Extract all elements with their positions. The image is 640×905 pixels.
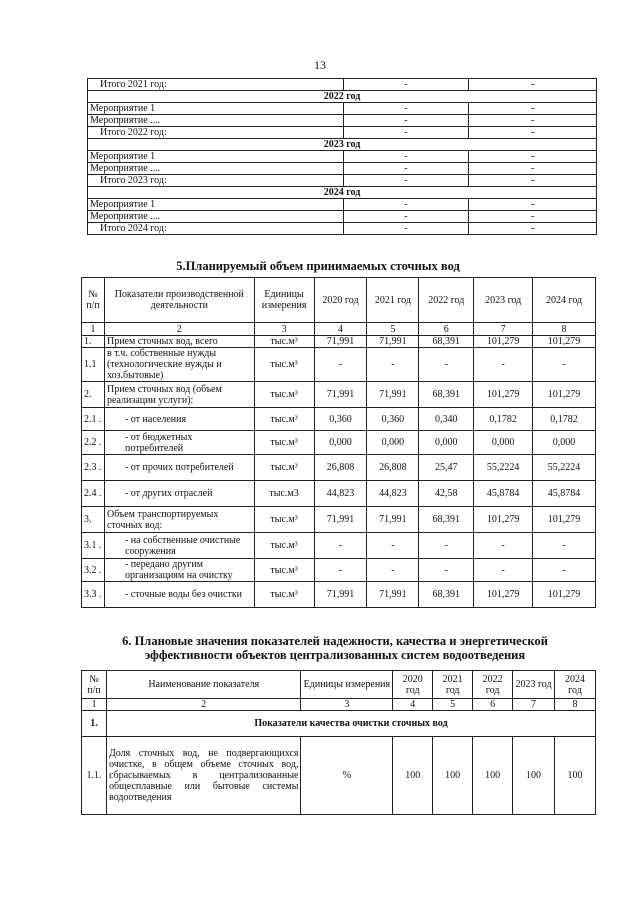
table-row bbox=[82, 431, 596, 455]
row-value-2024: 45,8784 bbox=[533, 481, 596, 507]
row-value-2023: 101,279 bbox=[474, 336, 533, 348]
year-label: 2024 год bbox=[88, 187, 597, 199]
header-2023: 2023 год bbox=[513, 671, 555, 699]
row-name: Доля сточных вод, не подвергающихся очистке, в общем объеме сточных вод, сбрасываемых в централизованные общесплавные или бытовые системы водоотведения bbox=[106, 737, 301, 815]
value-cell: - bbox=[343, 127, 469, 139]
section-6-title bbox=[90, 634, 580, 662]
row-value-2022: 68,391 bbox=[419, 382, 474, 408]
row-value-2024: 55,2224 bbox=[533, 455, 596, 481]
row-unit: тыс.м³ bbox=[254, 382, 314, 408]
row-name: - на собственные очистные сооружения bbox=[104, 533, 254, 559]
row-value-2024: 101,279 bbox=[533, 336, 596, 348]
row-num: 2.2 . bbox=[82, 431, 105, 455]
measure-row bbox=[88, 151, 597, 163]
table-header-row bbox=[82, 278, 596, 323]
row-value-2022: 0,000 bbox=[419, 431, 474, 455]
row-name: - от других отраслей bbox=[104, 481, 254, 507]
header-2024: 2024 год bbox=[554, 671, 595, 699]
row-num: 3.3 . bbox=[82, 582, 105, 608]
row-value-2020: - bbox=[314, 559, 367, 582]
header-name: Показатели производственной деятельности bbox=[104, 278, 254, 323]
row-value-2021: 100 bbox=[433, 737, 473, 815]
row-num: 3.1 . bbox=[82, 533, 105, 559]
row-value-2021: 71,991 bbox=[367, 507, 419, 533]
indicators-table bbox=[81, 670, 596, 815]
total-label: Итого 2023 год: bbox=[88, 175, 344, 187]
row-unit: тыс.м³ bbox=[254, 582, 314, 608]
index-cell: 1 bbox=[82, 323, 105, 336]
row-value-2024: 100 bbox=[554, 737, 595, 815]
header-num: № п/п bbox=[82, 278, 105, 323]
row-value-2021: - bbox=[367, 559, 419, 582]
row-name: - от прочих потребителей bbox=[104, 455, 254, 481]
row-value-2020: 0,000 bbox=[314, 431, 367, 455]
row-unit: тыс.м³ bbox=[254, 559, 314, 582]
row-num: 1.1 bbox=[82, 348, 105, 382]
row-value-2023: - bbox=[474, 348, 533, 382]
row-value-2023: 0,1782 bbox=[474, 408, 533, 431]
year-row bbox=[88, 139, 597, 151]
row-value-2024: 0,1782 bbox=[533, 408, 596, 431]
value-cell: - bbox=[469, 163, 597, 175]
row-num: 2. bbox=[82, 382, 105, 408]
row-value-2024: - bbox=[533, 348, 596, 382]
measure-row bbox=[88, 163, 597, 175]
index-row bbox=[82, 323, 596, 336]
measure-label: Мероприятие .... bbox=[88, 115, 344, 127]
row-value-2022: 100 bbox=[473, 737, 513, 815]
row-unit: тыс.м3 bbox=[254, 481, 314, 507]
section-6-title-line2: эффективности объектов централизованных систем водоотведения bbox=[144, 648, 526, 662]
year-label: 2023 год bbox=[88, 139, 597, 151]
index-cell: 2 bbox=[106, 699, 301, 711]
row-value-2020: 71,991 bbox=[314, 582, 367, 608]
total-row bbox=[88, 175, 597, 187]
measure-label: Мероприятие 1 bbox=[88, 199, 344, 211]
row-value-2024: 101,279 bbox=[533, 507, 596, 533]
row-name: Прием сточных вод, всего bbox=[104, 336, 254, 348]
row-value-2023: 101,279 bbox=[474, 582, 533, 608]
row-value-2021: 0,360 bbox=[367, 408, 419, 431]
total-row bbox=[88, 127, 597, 139]
index-cell: 8 bbox=[533, 323, 596, 336]
year-label: 2022 год bbox=[88, 91, 597, 103]
measure-row bbox=[88, 115, 597, 127]
value-cell: - bbox=[469, 151, 597, 163]
row-num: 3. bbox=[82, 507, 105, 533]
row-value-2020: 0,360 bbox=[314, 408, 367, 431]
row-name: - от бюджетных потребителей bbox=[104, 431, 254, 455]
row-value-2023: 55,2224 bbox=[474, 455, 533, 481]
row-value-2023: - bbox=[474, 533, 533, 559]
table-row bbox=[82, 382, 596, 408]
measure-label: Мероприятие .... bbox=[88, 163, 344, 175]
row-unit: тыс.м³ bbox=[254, 431, 314, 455]
table-row bbox=[82, 336, 596, 348]
group-row bbox=[82, 711, 596, 737]
section-6-title-line1: 6. Плановые значения показателей надежности, качества и энергетической bbox=[122, 634, 548, 648]
table-row bbox=[82, 559, 596, 582]
value-cell: - bbox=[343, 175, 469, 187]
row-value-2023: 101,279 bbox=[474, 507, 533, 533]
wastewater-volume-table bbox=[81, 277, 596, 608]
index-row bbox=[82, 699, 596, 711]
row-value-2022: - bbox=[419, 533, 474, 559]
header-2022: 2022 год bbox=[473, 671, 513, 699]
value-cell: - bbox=[469, 211, 597, 223]
row-value-2023: 0,000 bbox=[474, 431, 533, 455]
row-value-2020: 71,991 bbox=[314, 382, 367, 408]
row-unit: тыс.м³ bbox=[254, 533, 314, 559]
row-value-2020: - bbox=[314, 533, 367, 559]
index-cell: 3 bbox=[301, 699, 393, 711]
total-label: Итого 2021 год: bbox=[88, 79, 344, 91]
table-row bbox=[82, 582, 596, 608]
row-value-2024: - bbox=[533, 533, 596, 559]
value-cell: - bbox=[343, 223, 469, 235]
table-row bbox=[82, 533, 596, 559]
row-num: 2.3 . bbox=[82, 455, 105, 481]
section-5-title: 5.Планируемый объем принимаемых сточных вод bbox=[176, 259, 460, 273]
value-cell: - bbox=[469, 103, 597, 115]
row-name: Прием сточных вод (объем реализации услуги): bbox=[104, 382, 254, 408]
measure-label: Мероприятие 1 bbox=[88, 103, 344, 115]
header-name: Наименование показателя bbox=[106, 671, 301, 699]
year-row bbox=[88, 91, 597, 103]
row-value-2020: 71,991 bbox=[314, 336, 367, 348]
value-cell: - bbox=[343, 151, 469, 163]
row-value-2022: 42,58 bbox=[419, 481, 474, 507]
total-label: Итого 2022 год: bbox=[88, 127, 344, 139]
row-num: 1. bbox=[82, 336, 105, 348]
header-2021: 2021 год bbox=[367, 278, 419, 323]
row-value-2022: - bbox=[419, 348, 474, 382]
value-cell: - bbox=[343, 103, 469, 115]
total-label: Итого 2024 год: bbox=[88, 223, 344, 235]
row-unit: тыс.м³ bbox=[254, 507, 314, 533]
row-value-2022: - bbox=[419, 559, 474, 582]
row-name: Объем транспортируемых сточных вод: bbox=[104, 507, 254, 533]
value-cell: - bbox=[469, 115, 597, 127]
row-value-2022: 0,340 bbox=[419, 408, 474, 431]
header-2020: 2020 год bbox=[314, 278, 367, 323]
row-value-2023: 101,279 bbox=[474, 382, 533, 408]
row-num: 2.1 . bbox=[82, 408, 105, 431]
measure-row bbox=[88, 103, 597, 115]
table-row bbox=[82, 481, 596, 507]
row-name: - передано другим организациям на очистку bbox=[104, 559, 254, 582]
index-cell: 5 bbox=[367, 323, 419, 336]
measure-row bbox=[88, 211, 597, 223]
header-2021: 2021 год bbox=[433, 671, 473, 699]
row-value-2020: 44,823 bbox=[314, 481, 367, 507]
row-unit: тыс.м³ bbox=[254, 408, 314, 431]
page-number: 13 bbox=[314, 58, 326, 72]
value-cell: - bbox=[469, 175, 597, 187]
row-value-2021: 71,991 bbox=[367, 336, 419, 348]
year-row bbox=[88, 187, 597, 199]
row-value-2023: - bbox=[474, 559, 533, 582]
group-num: 1. bbox=[82, 711, 107, 737]
row-value-2021: - bbox=[367, 533, 419, 559]
row-name: - сточные воды без очистки bbox=[104, 582, 254, 608]
row-value-2021: 44,823 bbox=[367, 481, 419, 507]
value-cell: - bbox=[343, 163, 469, 175]
row-value-2024: 101,279 bbox=[533, 382, 596, 408]
value-cell: - bbox=[343, 211, 469, 223]
row-value-2021: 0,000 bbox=[367, 431, 419, 455]
measure-row bbox=[88, 199, 597, 211]
index-cell: 7 bbox=[474, 323, 533, 336]
header-unit: Единицы измерения bbox=[301, 671, 393, 699]
total-row bbox=[88, 223, 597, 235]
row-name: в т.ч. собственные нужды (технологические нужды и хоз.бытовые) bbox=[104, 348, 254, 382]
value-cell: - bbox=[469, 79, 597, 91]
index-cell: 3 bbox=[254, 323, 314, 336]
value-cell: - bbox=[343, 79, 469, 91]
index-cell: 8 bbox=[554, 699, 595, 711]
table-header-row bbox=[82, 671, 596, 699]
row-unit: % bbox=[301, 737, 393, 815]
row-value-2023: 100 bbox=[513, 737, 555, 815]
row-num: 3.2 . bbox=[82, 559, 105, 582]
row-value-2021: 26,808 bbox=[367, 455, 419, 481]
row-value-2020: 26,808 bbox=[314, 455, 367, 481]
index-cell: 4 bbox=[393, 699, 433, 711]
index-cell: 5 bbox=[433, 699, 473, 711]
row-value-2023: 45,8784 bbox=[474, 481, 533, 507]
row-value-2020: 71,991 bbox=[314, 507, 367, 533]
row-value-2020: 100 bbox=[393, 737, 433, 815]
index-cell: 6 bbox=[419, 323, 474, 336]
header-unit: Единицы измерения bbox=[254, 278, 314, 323]
measures-table bbox=[87, 78, 597, 235]
index-cell: 7 bbox=[513, 699, 555, 711]
index-cell: 4 bbox=[314, 323, 367, 336]
header-num: № п/п bbox=[82, 671, 107, 699]
row-value-2024: 0,000 bbox=[533, 431, 596, 455]
value-cell: - bbox=[343, 199, 469, 211]
table-row bbox=[82, 348, 596, 382]
row-value-2021: 71,991 bbox=[367, 382, 419, 408]
row-value-2022: 68,391 bbox=[419, 582, 474, 608]
group-label: Показатели качества очистки сточных вод bbox=[106, 711, 595, 737]
measure-label: Мероприятие 1 bbox=[88, 151, 344, 163]
index-cell: 6 bbox=[473, 699, 513, 711]
row-value-2022: 68,391 bbox=[419, 507, 474, 533]
table-row bbox=[82, 408, 596, 431]
row-unit: тыс.м³ bbox=[254, 336, 314, 348]
value-cell: - bbox=[469, 223, 597, 235]
measure-label: Мероприятие .... bbox=[88, 211, 344, 223]
row-num: 2.4 . bbox=[82, 481, 105, 507]
header-2024: 2024 год bbox=[533, 278, 596, 323]
row-num: 1.1. bbox=[82, 737, 107, 815]
total-row bbox=[88, 79, 597, 91]
row-value-2024: 101,279 bbox=[533, 582, 596, 608]
value-cell: - bbox=[343, 115, 469, 127]
header-2020: 2020 год bbox=[393, 671, 433, 699]
value-cell: - bbox=[469, 127, 597, 139]
row-value-2021: 71,991 bbox=[367, 582, 419, 608]
row-unit: тыс.м³ bbox=[254, 455, 314, 481]
index-cell: 1 bbox=[82, 699, 107, 711]
table-row bbox=[82, 455, 596, 481]
header-2023: 2023 год bbox=[474, 278, 533, 323]
table-row bbox=[82, 737, 596, 815]
table-row bbox=[82, 507, 596, 533]
row-value-2021: - bbox=[367, 348, 419, 382]
row-value-2022: 25,47 bbox=[419, 455, 474, 481]
row-value-2022: 68,391 bbox=[419, 336, 474, 348]
row-name: - от населения bbox=[104, 408, 254, 431]
row-unit: тыс.м³ bbox=[254, 348, 314, 382]
header-2022: 2022 год bbox=[419, 278, 474, 323]
value-cell: - bbox=[469, 199, 597, 211]
index-cell: 2 bbox=[104, 323, 254, 336]
row-value-2024: - bbox=[533, 559, 596, 582]
row-value-2020: - bbox=[314, 348, 367, 382]
